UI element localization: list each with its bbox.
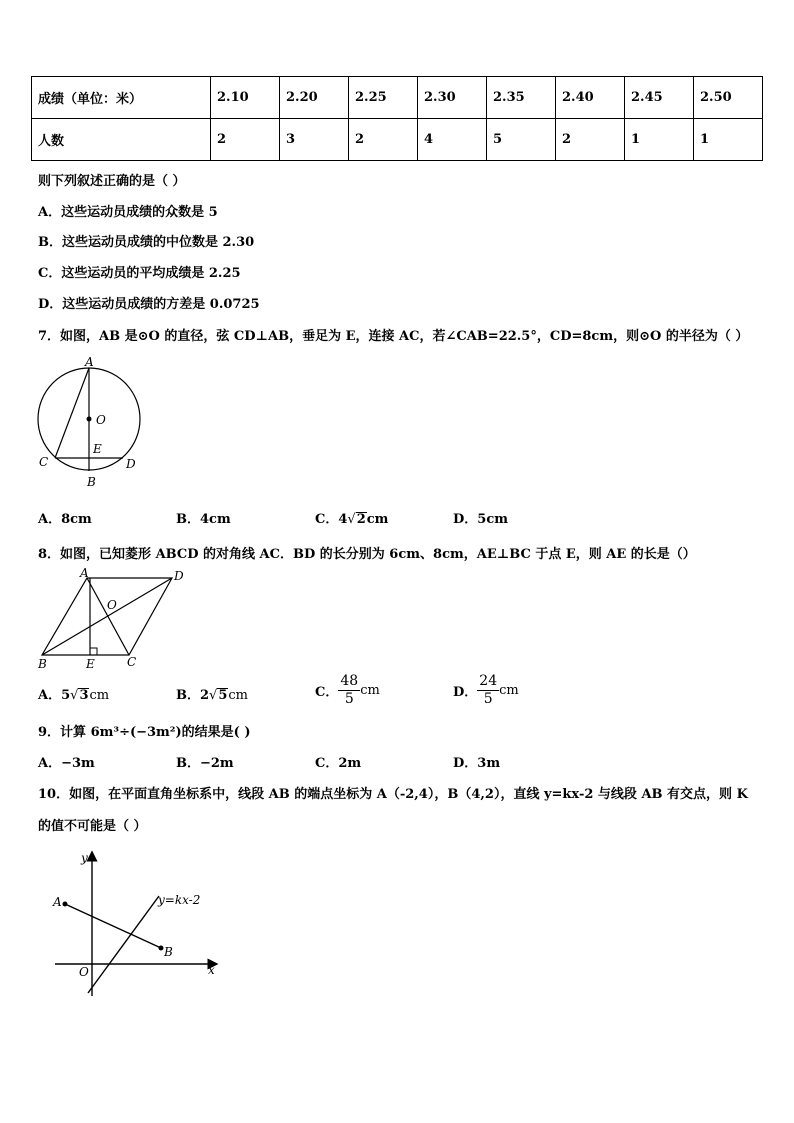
table-cell: 2: [556, 119, 625, 161]
label-a: A: [85, 355, 94, 369]
q6-option-a: A．这些运动员成绩的众数是 5: [38, 205, 218, 220]
q7-option-b: B．4cm: [176, 512, 231, 527]
q6-option-b: B．这些运动员成绩的中位数是 2.30: [38, 235, 255, 250]
label-e: E: [93, 442, 102, 456]
table-row: [32, 77, 763, 119]
label-d: D: [174, 569, 184, 583]
table-cell: 成绩（单位：米）: [32, 77, 211, 119]
fraction: $\frac{24}{5}$: [479, 673, 498, 707]
table-cell: 1: [625, 119, 694, 161]
label-d: D: [126, 457, 136, 471]
q8-option-b: B．2√5cm: [176, 688, 248, 703]
table-cell: 2.50: [694, 77, 763, 119]
table-cell: 5: [487, 119, 556, 161]
radicand: 3: [79, 688, 89, 703]
fraction: $\frac{48}{5}$: [340, 673, 359, 707]
score-table: [31, 76, 763, 161]
q6-stem: 则下列叙述正确的是（ ）: [38, 174, 186, 189]
q8-option-a: A．5√3cm: [38, 688, 110, 703]
label-b: B: [164, 945, 173, 959]
label-o: O: [107, 598, 117, 612]
q10-stem-line1: 10．如图，在平面直角坐标系中，线段 AB 的端点坐标为 A（-2,4），B（4,2），直线 y=kx-2 与线段 AB 有交点，则 K: [38, 787, 748, 802]
label-b: B: [38, 657, 47, 671]
q7-option-a: A．8cm: [38, 512, 92, 527]
label-x: x: [208, 963, 215, 977]
table-cell: 人数: [32, 119, 211, 161]
label-o: O: [96, 413, 106, 427]
table-row: [32, 119, 763, 161]
label-c: C: [127, 655, 137, 669]
table-cell: 2.25: [349, 77, 418, 119]
table-cell: 2.30: [418, 77, 487, 119]
table-cell: 3: [280, 119, 349, 161]
q6-option-c: C．这些运动员的平均成绩是 2.25: [38, 266, 241, 281]
q9-stem: 9．计算 6m³÷(−3m²)的结果是( ): [38, 725, 251, 740]
q10-coordinate-figure: [45, 848, 225, 998]
table-cell: 2.40: [556, 77, 625, 119]
label-b: B: [87, 475, 96, 489]
label-e: E: [86, 657, 95, 671]
table-cell: 2: [211, 119, 280, 161]
label-c: C: [39, 455, 49, 469]
radicand: 5: [218, 688, 228, 703]
label-a: A: [80, 566, 89, 580]
q7-stem: 7．如图，AB 是⊙O 的直径，弦 CD⊥AB，垂足为 E，连接 AC，若∠CAB=22.5°，CD=8cm，则⊙O 的半径为（ ）: [38, 329, 749, 344]
table-cell: 2.45: [625, 77, 694, 119]
q9-option-d: D．3m: [453, 756, 501, 771]
radicand: 2: [356, 512, 366, 527]
q7-option-c: C．4√2cm: [315, 512, 389, 527]
label-a: A: [53, 895, 62, 909]
q8-option-d: D． $\frac{24}{5}$ cm: [453, 673, 519, 707]
q8-stem: 8．如图，已知菱形 ABCD 的对角线 AC．BD 的长分别为 6cm、8cm，AE⊥BC 于点 E，则 AE 的长是（）: [38, 547, 696, 562]
table-cell: 2.35: [487, 77, 556, 119]
table-cell: 4: [418, 119, 487, 161]
q9-option-a: A．−3m: [38, 756, 95, 771]
q7-circle-figure: [30, 352, 146, 492]
table-cell: 1: [694, 119, 763, 161]
table-cell: 2.10: [211, 77, 280, 119]
q8-rhombus-figure: [30, 566, 200, 674]
table-cell: 2.20: [280, 77, 349, 119]
q7-option-d: D．5cm: [453, 512, 508, 527]
label-line: y=kx-2: [158, 893, 201, 907]
q9-option-c: C．2m: [315, 756, 362, 771]
table-cell: 2: [349, 119, 418, 161]
label-y: y: [81, 851, 88, 865]
q9-option-b: B．−2m: [176, 756, 234, 771]
q6-option-d: D．这些运动员成绩的方差是 0.0725: [38, 297, 260, 312]
q10-stem-line2: 的值不可能是（ ）: [38, 819, 147, 834]
label-o: O: [79, 965, 89, 979]
q8-option-c: C． $\frac{48}{5}$ cm: [315, 673, 380, 707]
